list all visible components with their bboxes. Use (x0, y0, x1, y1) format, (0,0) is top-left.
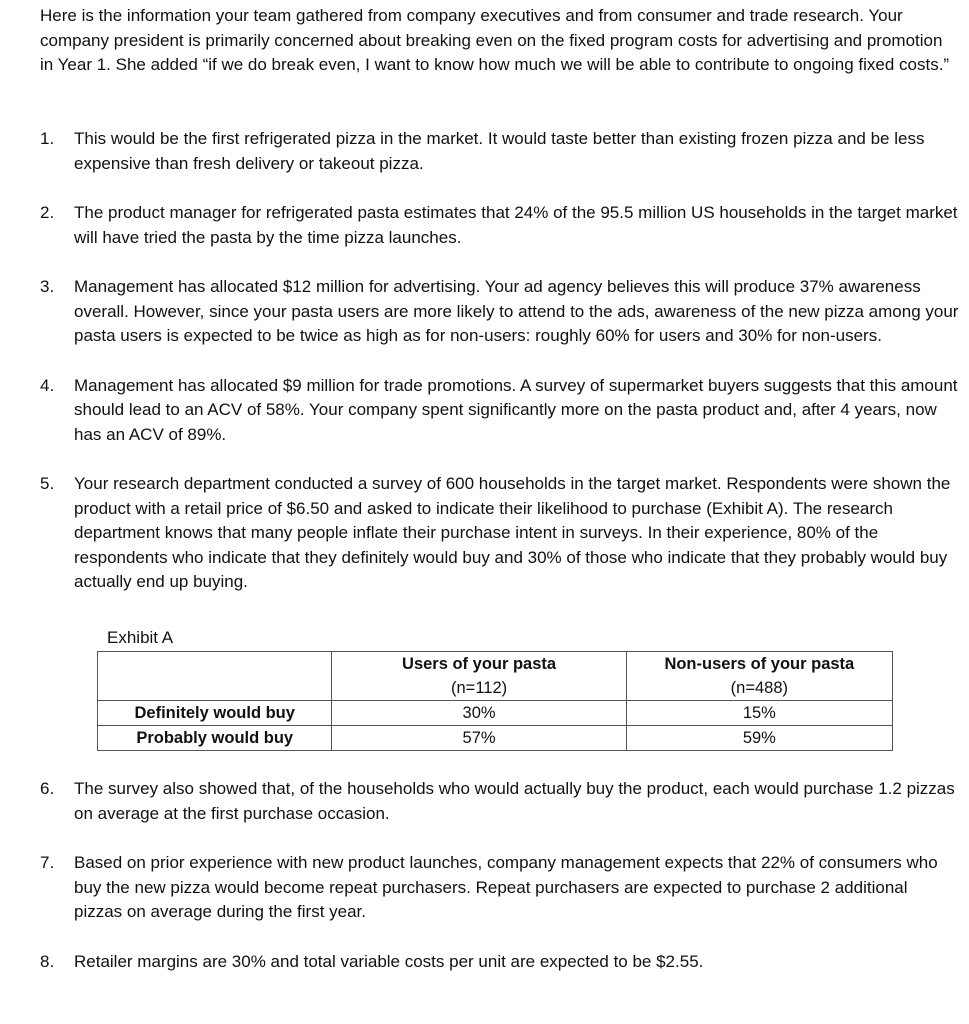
list-item (40, 851, 960, 925)
numbered-list (40, 127, 960, 999)
list-item (40, 472, 960, 595)
list-item (40, 127, 960, 176)
table-row (98, 726, 893, 751)
list-item (40, 950, 960, 975)
exhibit-title: Exhibit A (107, 627, 174, 647)
list-item-number: 2. (40, 203, 55, 222)
list-item-number: 4. (40, 375, 55, 395)
table-row (98, 701, 893, 726)
list-item-number: 3. (40, 277, 55, 296)
row-label: Definitely would buy (98, 701, 332, 726)
list-item-text: Based on prior experience with new product launches, company management expects that 22% of consumers who buy the new pizza would become repeat purchasers. Repeat purchasers are expected to purchase 2 additional pizzas on average during the first year. (74, 853, 938, 921)
users-sample-size: (n=112) (451, 679, 508, 697)
list-item (40, 777, 960, 826)
table-header-row (98, 652, 893, 701)
users-column-header (332, 652, 626, 701)
list-item-text: Your research department conducted a survey of 600 households in the target market. Respondents were shown the product with a retail price of $6.50 and asked to indicate their likelihood to purchase (Exhibit A). The research department knows that many people inflate their purchase intent in surveys. In their experience, 80% of the respondents who indicate that they definitely would buy and 30% of those who indicate that they probably would buy actually end up buying. (74, 474, 951, 591)
list-item-text: This would be the first refrigerated pizza in the market. It would taste better than existing frozen pizza and be less expensive than fresh delivery or takeout pizza. (74, 129, 925, 173)
nonusers-header-label: Non-users of your pasta (664, 655, 855, 673)
users-header-label: Users of your pasta (402, 655, 557, 673)
list-item-number: 6. (40, 779, 55, 798)
list-item-number: 5. (40, 474, 55, 493)
nonusers-sample-size: (n=488) (730, 679, 788, 697)
intro-paragraph: Here is the information your team gathered from company executives and from consumer and trade research. Your company president is primarily concerned about breaking even on the fixed program costs for advertising and promotion in Year 1. She added “if we do break even, I want to know how much we will be able to contribute to ongoing fixed costs.” (40, 6, 950, 74)
list-item (40, 374, 960, 448)
list-item-number: 8. (40, 951, 55, 971)
row-label: Probably would buy (98, 726, 332, 751)
list-item (40, 275, 960, 349)
list-item-text: Management has allocated $9 million for trade promotions. A survey of supermarket buyers suggests that this amount should lead to an ACV of 58%. Your company spent significantly more on the pasta product and, after 4 years, now has an ACV of 89%. (74, 375, 958, 444)
nonusers-value: 15% (626, 701, 892, 726)
list-item-text: Management has allocated $12 million for advertising. Your ad agency believes this will produce 37% awareness overall. However, since your pasta users are more likely to attend to the ads, awareness of the new pizza among your pasta users is expected to be twice as high as for non-users: roughly 60% for users and 30% for non-users. (74, 277, 959, 345)
exhibit-a (40, 626, 960, 752)
users-value: 30% (332, 701, 626, 726)
users-value: 57% (332, 726, 626, 751)
list-item-number: 7. (40, 853, 55, 872)
list-item (40, 201, 960, 250)
nonusers-column-header (626, 652, 892, 701)
list-item-number: 1. (40, 129, 55, 148)
list-item-text: The survey also showed that, of the households who would actually buy the product, each would purchase 1.2 pizzas on average at the first purchase occasion. (74, 779, 955, 823)
exhibit-table (97, 651, 893, 751)
nonusers-value: 59% (626, 726, 892, 751)
table-corner-cell (98, 652, 332, 701)
list-item-text: Retailer margins are 30% and total variable costs per unit are expected to be $2.55. (74, 951, 704, 971)
list-item-text: The product manager for refrigerated pasta estimates that 24% of the 95.5 million US households in the target market will have tried the pasta by the time pizza launches. (74, 203, 958, 247)
